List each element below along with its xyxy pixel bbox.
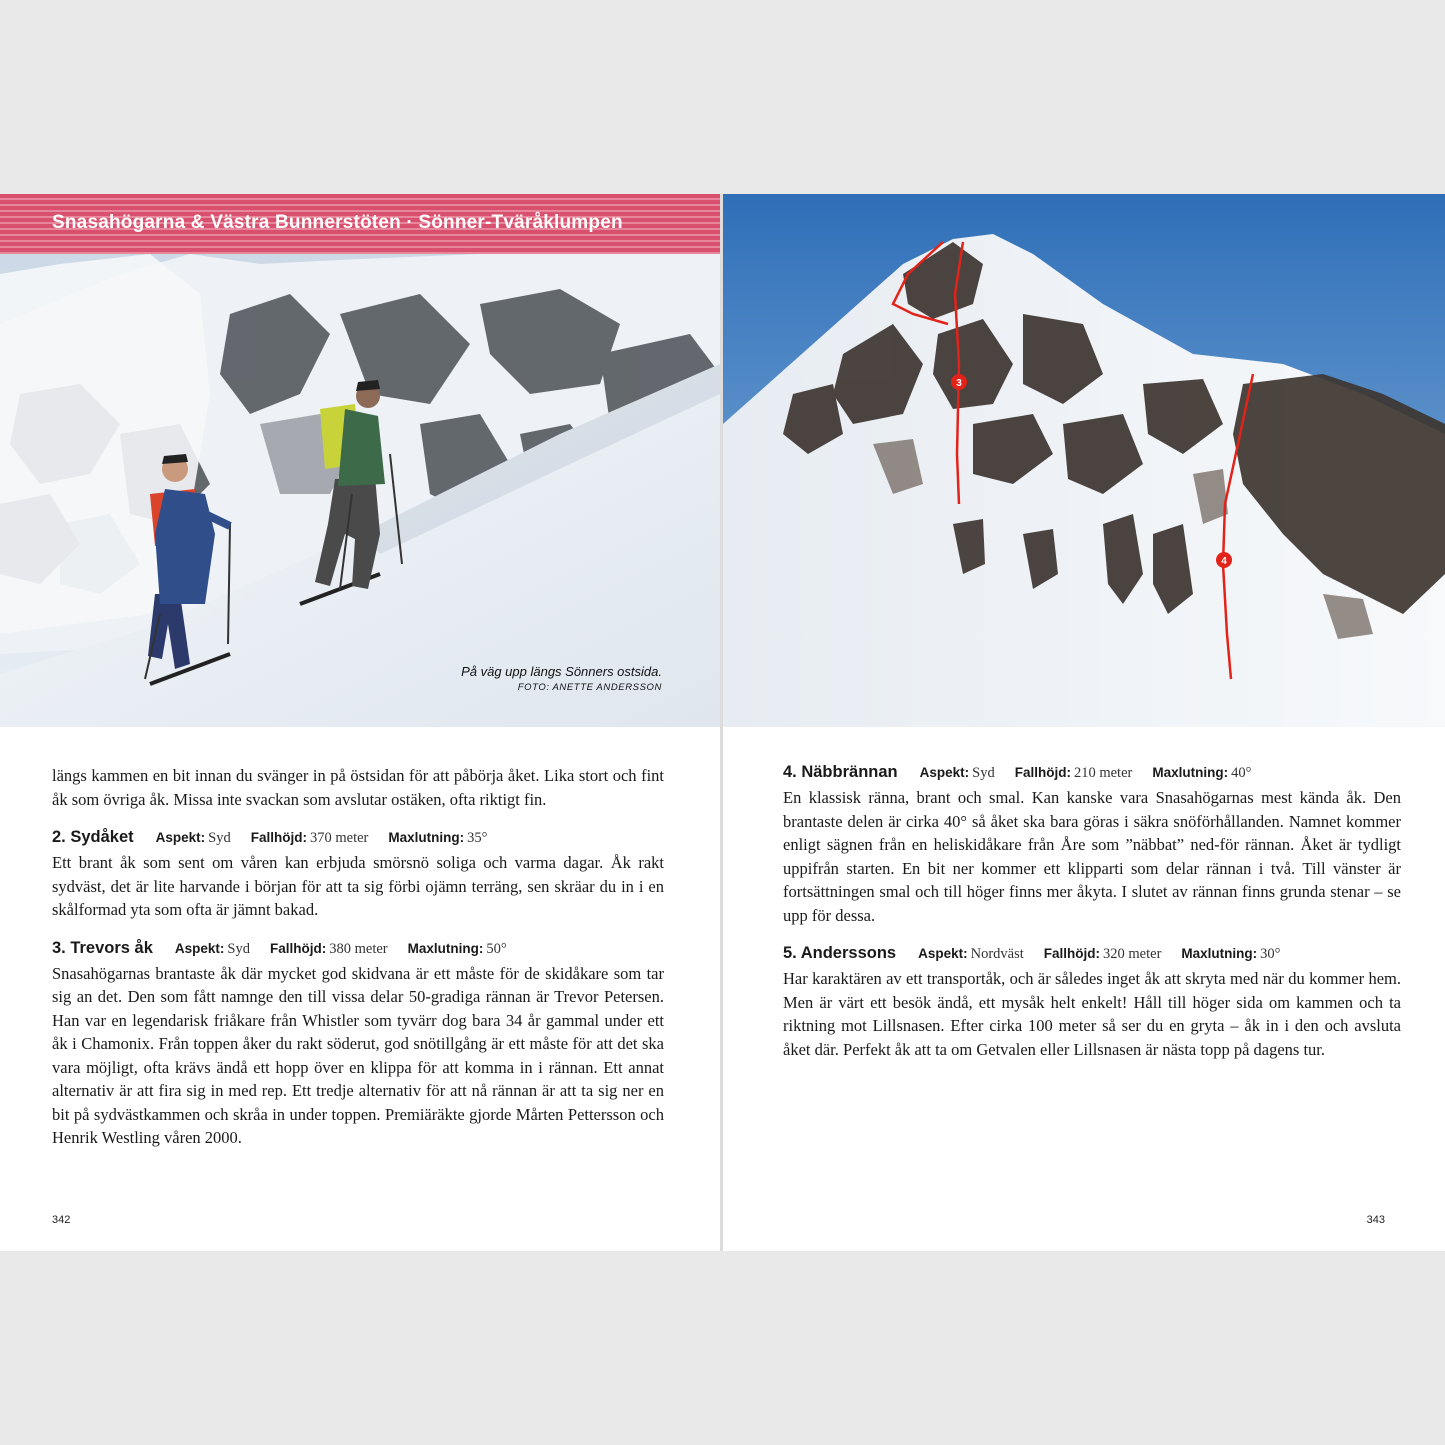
route-title: 4. Näbbrännan — [783, 763, 898, 781]
route-3-label: 3 — [956, 378, 962, 389]
left-body-text — [52, 764, 664, 1150]
drop-value: 320 meter — [1103, 946, 1162, 962]
aspect-value: Syd — [208, 830, 231, 846]
aspect-value: Nordväst — [970, 946, 1024, 962]
chapter-title: Snasahögarna & Västra Bunnerstöten · Sönner-Tväråklumpen — [52, 212, 623, 233]
aspect-label: Aspekt: — [155, 830, 206, 845]
max-slope-label: Maxlutning: — [388, 830, 465, 845]
route-description: En klassisk ränna, brant och smal. Kan kanske vara Snasahögarnas mest kända åk. Den brantaste delen är cirka 40° så åket ska bara göras i säkra snöförhållanden. Namnet kommer enligt sägnen från en heliskidåkare från Åre som ”näbbat” ned-för rännan. Åket är tydligt uppifrån starten. En bit ner kommer ett klipparti som delar rännan i två. Till vänster är fortsättningen smal och till höger finns mer åkyta. I slutet av rännan finns grunda stenar – se upp för dessa. — [783, 788, 1401, 925]
right-page — [723, 194, 1445, 1251]
route-entry — [52, 936, 664, 1150]
route-entry — [783, 760, 1401, 927]
route-header — [52, 825, 664, 850]
max-slope-value: 30° — [1260, 946, 1281, 962]
route-title: 3. Trevors åk — [52, 938, 153, 957]
photo-caption — [461, 664, 662, 693]
aspect-value: Syd — [227, 940, 250, 957]
page-number: 342 — [52, 1214, 71, 1226]
photo-credit: FOTO: ANETTE ANDERSSON — [517, 682, 662, 693]
skiers-photo — [0, 194, 720, 727]
route-entry — [783, 941, 1401, 1061]
route-entry — [52, 825, 664, 922]
route-header — [783, 941, 1401, 966]
mountain-photo — [723, 194, 1445, 727]
drop-value: 370 meter — [309, 830, 369, 846]
drop-value: 210 meter — [1073, 765, 1133, 781]
aspect-label: Aspekt: — [919, 765, 970, 780]
drop-label: Fallhöjd: — [270, 940, 327, 956]
drop-value: 380 meter — [329, 940, 388, 957]
mountain-photo-illustration — [723, 194, 1445, 727]
max-slope-label: Maxlutning: — [1181, 946, 1258, 961]
aspect-value: Syd — [972, 765, 995, 781]
route-4-label: 4 — [1221, 556, 1227, 567]
route-description: Har karaktären av ett transportåk, och är således inget åk att skryta med när du kommer hem. Men är värt ett besök ändå, ett mysåk helt enkelt! Håll till höger sida om kammen och ta riktning mot Lillsnasen. Efter cirka 100 meter så ser du en gryta – åk in i den och avsluta åket där. Perfekt åk att ta om Getvalen eller Lillsnasen är nästa topp på dagens tur. — [783, 969, 1401, 1059]
drop-label: Fallhöjd: — [250, 830, 307, 845]
drop-label: Fallhöjd: — [1014, 765, 1071, 780]
drop-label: Fallhöjd: — [1043, 946, 1101, 961]
max-slope-value: 35° — [467, 830, 488, 846]
page-number: 343 — [1366, 1214, 1385, 1226]
aspect-label: Aspekt: — [174, 940, 225, 956]
route-description: Snasahögarnas brantaste åk där mycket god skidvana är ett måste för de skidåkare som tar sig an det. Den som fått namnge den till vissa delar 50-gradiga rännan är Trevor Petersen. Han var en legendarisk friåkare från Whistler som tyvärr dog bara 34 år gammal under ett åk i Chamonix. Från toppen åker du rakt söderut, god snötillgång är ett måste för att det ska vara möjligt, ofta krävs ändå ett hopp över en klippa för att komma in i rännan. Ett annat alternativ är att fira sig in med rep. Ett tredje alternativ för att nå rännan är att ta sig ner en bit på sydvästkammen och skråa in under toppen. Premiäräkte gjorde Mårten Pettersson och Henrik Westling våren 2000. — [52, 963, 664, 1147]
skiers-photo-illustration — [0, 194, 720, 727]
route-header — [783, 760, 1401, 785]
max-slope-value: 40° — [1231, 765, 1252, 781]
intro-paragraph: längs kammen en bit innan du svänger in på östsidan för att påbörja åket. Lika stort och fint åk som övriga åk. Missa inte svackan som avslutar ostäken, ofta riktigt fin. — [52, 766, 664, 809]
chapter-banner — [0, 194, 720, 254]
route-description: Ett brant åk som sent om våren kan erbjuda smörsnö soliga och varma dagar. Åk rakt sydväst, det är lite harvande i början för att ta sig förbi ojämn terräng, sen skräar du in i en skålformad yta som ofta är jämnt bakad. — [52, 853, 664, 919]
route-title: 2. Sydåket — [52, 828, 134, 846]
max-slope-value: 50° — [486, 940, 507, 957]
left-page — [0, 194, 720, 1251]
caption-text: På väg upp längs Sönners ostsida. — [461, 664, 662, 679]
right-body-text — [783, 760, 1401, 1061]
route-header — [52, 936, 664, 961]
max-slope-label: Maxlutning: — [407, 940, 484, 956]
route-title: 5. Anderssons — [783, 944, 897, 962]
max-slope-label: Maxlutning: — [1152, 765, 1229, 780]
aspect-label: Aspekt: — [918, 946, 968, 961]
